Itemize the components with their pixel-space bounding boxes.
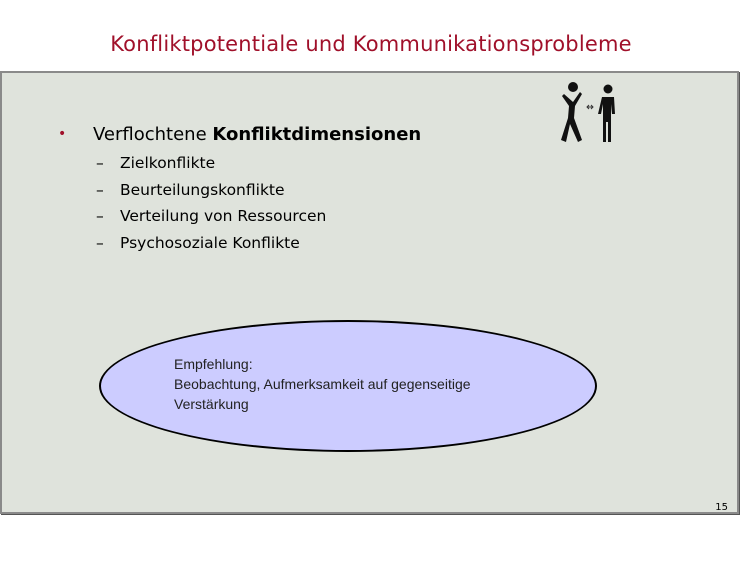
sub-point-label: Beurteilungskonflikte bbox=[120, 180, 285, 199]
recommendation-heading: Empfehlung: bbox=[174, 356, 253, 372]
main-point bbox=[93, 124, 421, 145]
dash-marker: – bbox=[96, 207, 104, 225]
sub-point-label: Verteilung von Ressourcen bbox=[120, 207, 327, 225]
sub-point bbox=[96, 181, 326, 208]
sub-point-label: Psychosoziale Konflikte bbox=[120, 233, 300, 252]
dash-marker: – bbox=[96, 233, 104, 252]
slide-title: Konfliktpotentiale und Kommunikationsprobleme bbox=[110, 32, 632, 56]
main-point-prefix: Verflochtene bbox=[93, 124, 213, 145]
dash-marker: – bbox=[96, 180, 104, 199]
recommendation-text bbox=[174, 354, 554, 414]
two-people-conflict-icon bbox=[560, 80, 620, 146]
sub-point-list bbox=[96, 154, 326, 260]
page-number: 15 bbox=[715, 502, 728, 513]
sub-point bbox=[96, 154, 326, 181]
sub-point bbox=[96, 234, 326, 261]
sub-point-label: Zielkonflikte bbox=[120, 154, 216, 172]
sub-point bbox=[96, 207, 326, 234]
main-point-bold: Konfliktdimensionen bbox=[212, 124, 422, 145]
dash-marker: – bbox=[96, 154, 104, 172]
bullet-marker: • bbox=[58, 126, 67, 142]
recommendation-line: Beobachtung, Aufmerksamkeit auf gegenseitige bbox=[174, 376, 471, 392]
recommendation-line: Verstärkung bbox=[174, 396, 249, 412]
